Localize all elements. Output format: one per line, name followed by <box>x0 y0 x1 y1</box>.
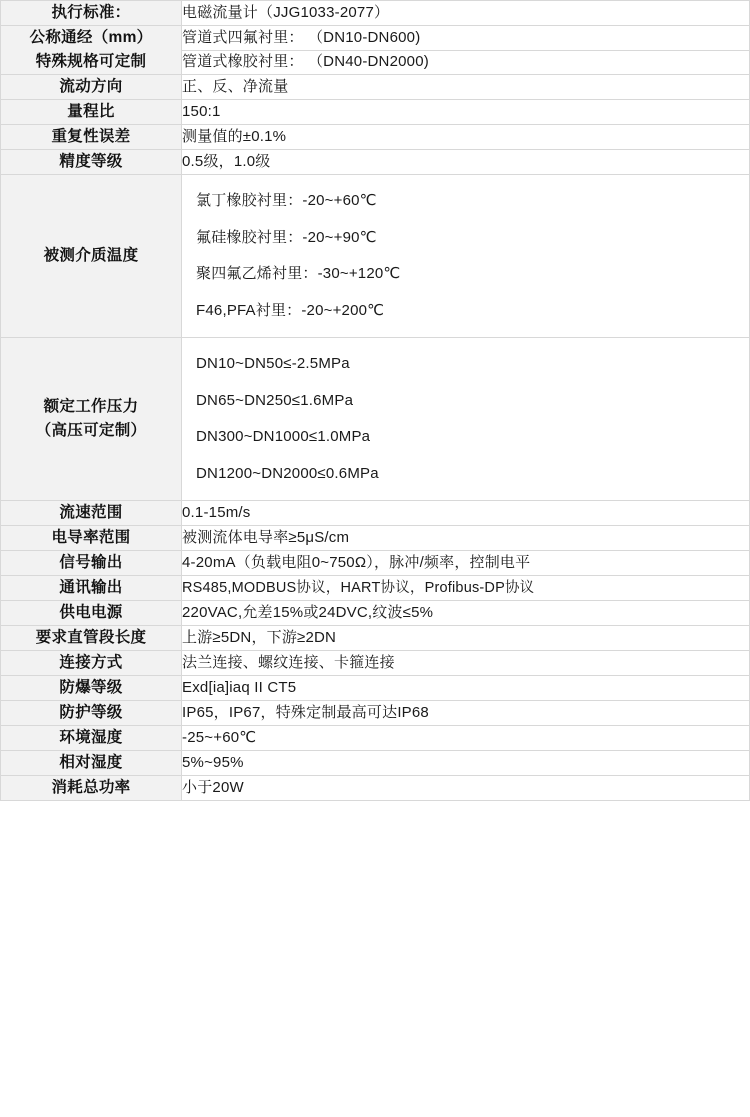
table-row <box>1 150 750 175</box>
row-label-explosion-proof-grade: 防爆等级 <box>1 676 182 701</box>
table-row <box>1 776 750 801</box>
value-line: F46,PFA衬里：-20~+200℃ <box>196 301 385 319</box>
table-row <box>1 676 750 701</box>
row-label-straight-pipe-length: 要求直管段长度 <box>1 626 182 651</box>
row-label-rated-working-pressure: 额定工作压力 （高压可定制） <box>1 338 182 501</box>
row-value-explosion-proof-grade: Exd[ia]iaq II CT5 <box>182 676 750 701</box>
value-line: 聚四氟乙烯衬里：-30~+120℃ <box>196 265 401 283</box>
row-value-rated-working-pressure <box>182 338 750 501</box>
row-value-straight-pipe-length: 上游≥5DN，下游≥2DN <box>182 626 750 651</box>
row-label-medium-temperature: 被测介质温度 <box>1 175 182 338</box>
row-value-signal-output: 4-20mA（负载电阻0~750Ω），脉冲/频率，控制电平 <box>182 551 750 576</box>
table-row <box>1 125 750 150</box>
row-value-protection-grade: IP65，IP67，特殊定制最高可达IP68 <box>182 701 750 726</box>
value-line: DN10~DN50≤-2.5MPa <box>196 355 350 373</box>
value-line: DN1200~DN2000≤0.6MPa <box>196 464 379 482</box>
row-value-repeatability-error: 测量值的±0.1% <box>182 125 750 150</box>
value-line: DN65~DN250≤1.6MPa <box>196 391 354 409</box>
table-row <box>1 526 750 551</box>
value-line: DN300~DN1000≤1.0MPa <box>196 428 371 446</box>
value-line: 氯丁橡胶衬里：-20~+60℃ <box>196 192 377 210</box>
table-row <box>1 551 750 576</box>
table-row <box>1 626 750 651</box>
table-row <box>1 338 750 501</box>
row-value-nominal-diameter-rubber: 管道式橡胶衬里： （DN40-DN2000) <box>182 50 750 75</box>
row-value-communication-output: RS485,MODBUS协议，HART协议，Profibus-DP协议 <box>182 576 750 601</box>
row-label-flow-direction: 流动方向 <box>1 75 182 100</box>
row-value-flow-direction: 正、反、净流量 <box>182 75 750 100</box>
row-value-power-supply: 220VAC,允差15%或24DVC,纹波≤5% <box>182 601 750 626</box>
row-label-communication-output: 通讯输出 <box>1 576 182 601</box>
table-row <box>1 651 750 676</box>
table-row <box>1 501 750 526</box>
row-label-protection-grade: 防护等级 <box>1 701 182 726</box>
row-value-connection-type: 法兰连接、螺纹连接、卡箍连接 <box>182 651 750 676</box>
row-value-conductivity-range: 被测流体电导率≥5μS/cm <box>182 526 750 551</box>
row-value-velocity-range: 0.1-15m/s <box>182 501 750 526</box>
table-row <box>1 576 750 601</box>
row-label-relative-humidity: 相对湿度 <box>1 751 182 776</box>
row-label-nominal-diameter: 公称通经（mm） 特殊规格可定制 <box>1 26 182 75</box>
row-label-accuracy-class: 精度等级 <box>1 150 182 175</box>
table-row <box>1 701 750 726</box>
row-label-turndown-ratio: 量程比 <box>1 100 182 125</box>
row-label-ambient-temperature: 环境湿度 <box>1 726 182 751</box>
specifications-table-body <box>1 1 750 801</box>
table-row <box>1 75 750 100</box>
row-label-total-power-consumption: 消耗总功率 <box>1 776 182 801</box>
row-label-power-supply: 供电电源 <box>1 601 182 626</box>
row-value-ambient-temperature: -25~+60℃ <box>182 726 750 751</box>
row-label-conductivity-range: 电导率范围 <box>1 526 182 551</box>
table-row <box>1 100 750 125</box>
row-value-accuracy-class: 0.5级，1.0级 <box>182 150 750 175</box>
table-row <box>1 726 750 751</box>
row-value-turndown-ratio: 150:1 <box>182 100 750 125</box>
value-line: 氟硅橡胶衬里：-20~+90℃ <box>196 228 377 246</box>
table-row <box>1 1 750 26</box>
table-row <box>1 751 750 776</box>
row-value-medium-temperature <box>182 175 750 338</box>
table-row <box>1 26 750 51</box>
row-label-connection-type: 连接方式 <box>1 651 182 676</box>
row-label-standard: 执行标准： <box>1 1 182 26</box>
row-value-nominal-diameter-ptfe: 管道式四氟衬里： （DN10-DN600) <box>182 26 750 51</box>
row-label-repeatability-error: 重复性误差 <box>1 125 182 150</box>
row-value-relative-humidity: 5%~95% <box>182 751 750 776</box>
row-value-standard: 电磁流量计（JJG1033-2077） <box>182 1 750 26</box>
table-row <box>1 175 750 338</box>
row-label-velocity-range: 流速范围 <box>1 501 182 526</box>
row-value-total-power-consumption: 小于20W <box>182 776 750 801</box>
table-row <box>1 601 750 626</box>
row-label-signal-output: 信号输出 <box>1 551 182 576</box>
